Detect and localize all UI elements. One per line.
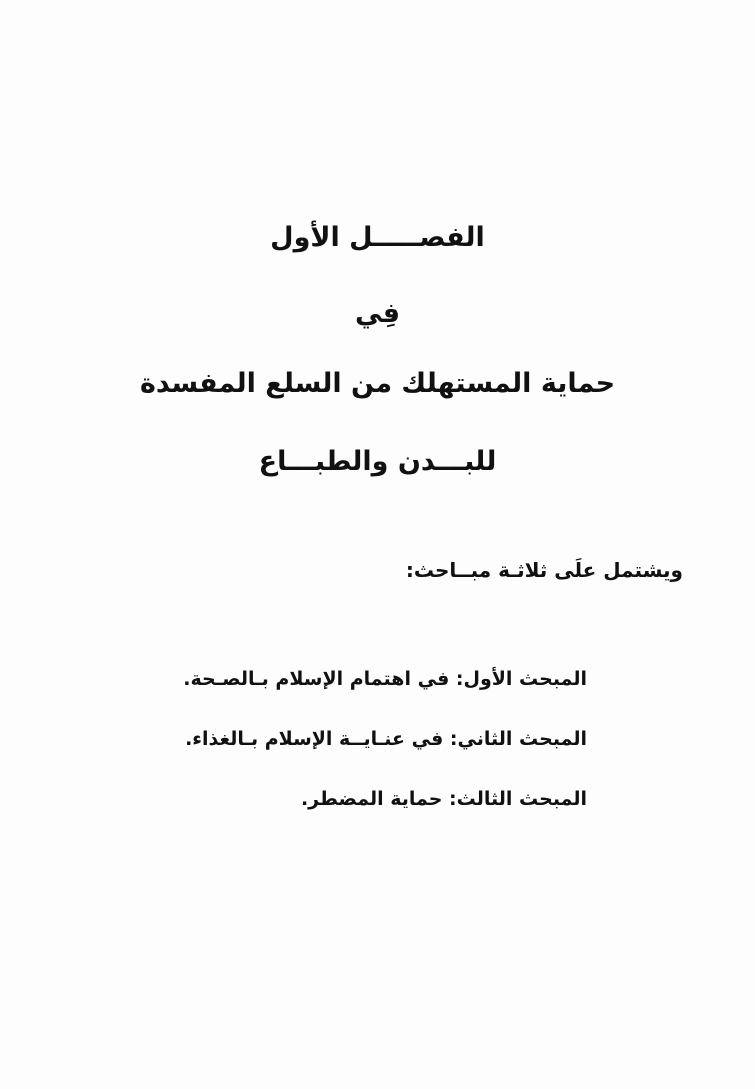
- chapter-subject-continued: للبـــدن والطبـــاع: [258, 446, 497, 477]
- sections-intro: ويشتمل علَى ثلاثـة مبــاحث:: [405, 558, 683, 582]
- chapter-preposition: فِي: [355, 298, 400, 329]
- section-item-3: المبحث الثالث: حماية المضطر.: [300, 788, 587, 810]
- chapter-title: الفصـــــل الأول: [270, 222, 485, 253]
- section-item-1: المبحث الأول: في اهتمام الإسلام بـالصـحة.: [183, 668, 587, 690]
- chapter-subject: حماية المستهلك من السلع المفسدة: [139, 368, 616, 399]
- section-item-2: المبحث الثاني: في عنـايــة الإسلام بـالغذاء.: [185, 728, 587, 750]
